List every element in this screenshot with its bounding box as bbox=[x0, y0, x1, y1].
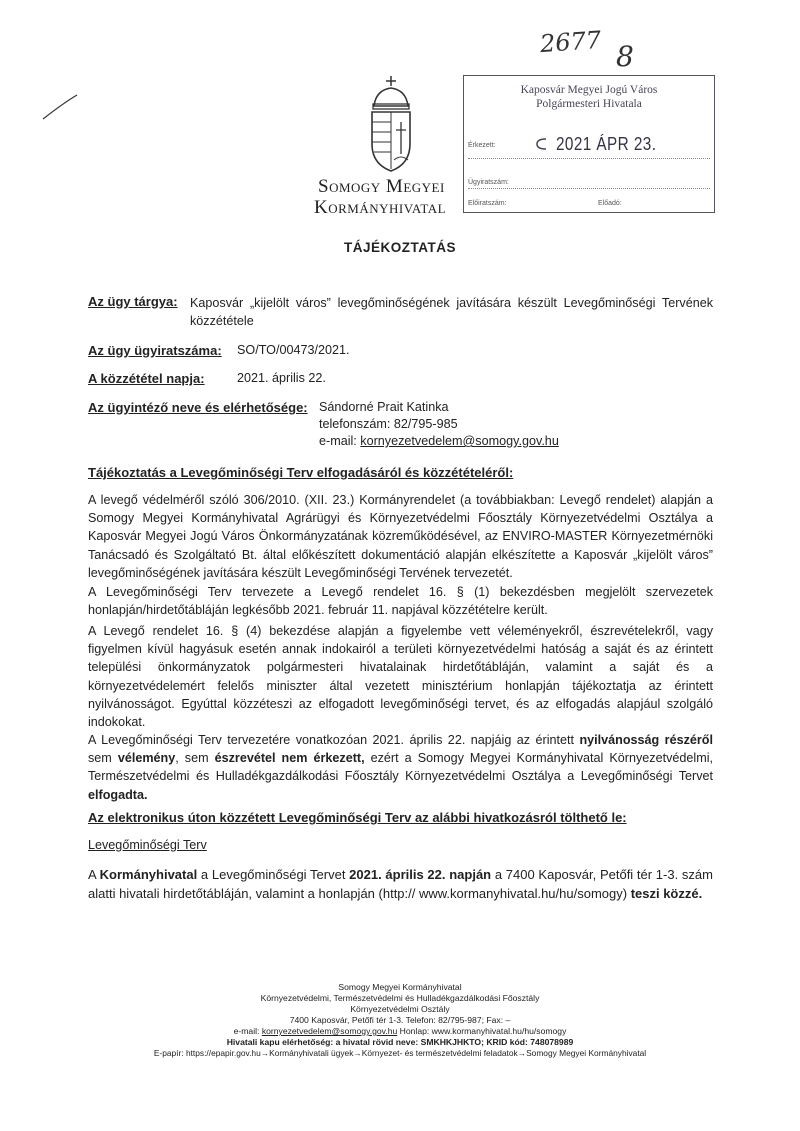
paragraph-4: A Levegőminőségi Terv tervezetére vonatkozóan 2021. április 22. napjáig az érintett nyilvánosság részéről sem vélemény, sem észrevétel nem érkezett, ezért a Somogy Megyei Kormányhivatal Környezetvédelmi, Természetvédelmi és Hulladékgazdálkodási Főosztály Környezetvédelmi Osztálya a Levegőminőségi Tervet elfogadta. bbox=[88, 733, 713, 802]
paragraph-3: A Levegő rendelet 16. § (4) bekezdése alapján a figyelembe vett véleményekről, észrevételekről, vagy figyelmen kívül hagyásuk esetén annak indokairól a területi környezetvédelmi hatóság a saját és az érintett települési önkormányzatok polgármesteri hivatalainak hirdetőtábláján, valamint a saját és a környezetvédelemért felelős miniszter által vezetett minisztérium honlapján tájékoztatja az érintett nyilvánosságot. Egyúttal közzéteszi az elfogadott levegőminőségi tervet, és az elfogadás alapjául szolgáló indokokat. bbox=[88, 624, 713, 730]
coat-of-arms-icon bbox=[366, 74, 416, 174]
file-number-value: SO/TO/00473/2021. bbox=[237, 343, 350, 357]
section-heading-download: Az elektronikus úton közzétett Levegőminőségi Terv az alábbi hivatkozásról tölthető le: bbox=[88, 810, 627, 825]
administrator-email-link[interactable]: kornyezetvedelem@somogy.gov.hu bbox=[360, 434, 559, 448]
footer-line-3: Környezetvédelmi Osztály bbox=[350, 1004, 450, 1014]
footer-email-link[interactable]: kornyezetvedelem@somogy.gov.hu bbox=[261, 1026, 398, 1036]
footer-line-4: 7400 Kaposvár, Petőfi tér 1-3. Telefon: 82/795-987; Fax: – bbox=[289, 1015, 511, 1025]
download-link[interactable]: Levegőminőségi Terv bbox=[88, 838, 207, 852]
subject-label: Az ügy tárgya: bbox=[88, 294, 178, 309]
section-heading-acceptance: Tájékoztatás a Levegőminőségi Terv elfogadásáról és közzétételéről: bbox=[88, 465, 514, 480]
header-org-line2: Kormányhivatal bbox=[314, 197, 447, 218]
footer-line-7: E-papír: https://epapir.gov.hu→Kormányhivatali ügyek→Környezet- és természetvédelmi feladatok→Somogy Megyei Kormányhivatal bbox=[153, 1048, 647, 1058]
publish-date-value: 2021. április 22. bbox=[237, 371, 326, 385]
file-number-label: Az ügy ügyiratszáma: bbox=[88, 343, 222, 358]
handwritten-mark: 8 bbox=[616, 40, 634, 73]
stamp-received-date: 2021 ÁPR 23. bbox=[556, 134, 657, 154]
footer-line-1: Somogy Megyei Kormányhivatal bbox=[338, 982, 462, 992]
publish-date-label: A közzététel napja: bbox=[88, 371, 205, 386]
paragraph-1: A levegő védelméről szóló 306/2010. (XII. 23.) Kormányrendelet (a továbbiakban: Levegő rendelet) alapján a Somogy Megyei Kormányhivatal Agrárügyi és Környezetvédelmi Főosztály Környezetvédelmi Osztálya a Kaposvár Megyei Jogú Város Önkormányzatának közreműködésével, az ENVIRO-MASTER Környezetmérnöki Tanácsadó és Szolgáltató Bt. által előkészített dokumentáció alapján elkészítette a Kaposvár „kijelölt város” levegőminőségének javítására készült Levegőminőségi Tervének tervezetét. bbox=[88, 493, 713, 580]
paragraph-5: A Kormányhivatal a Levegőminőségi Tervet 2021. április 22. napján a 7400 Kaposvár, Petőfi tér 1-3. szám alatti hivatali hirdetőtábláján, valamint a honlapján (http:// www.kormanyhivatal.hu/hu/somogy) teszi közzé. bbox=[88, 867, 713, 901]
document-title: TÁJÉKOZTATÁS bbox=[344, 240, 456, 255]
stamp-file-no-label: Ügyiratszám: bbox=[468, 179, 509, 186]
stamp-received-label: Érkezett: bbox=[468, 142, 496, 149]
received-stamp bbox=[463, 75, 715, 213]
stamp-pre-file-label: Előiratszám: bbox=[468, 200, 507, 207]
stamp-mark-icon bbox=[534, 136, 550, 152]
handwritten-note: 2677 bbox=[539, 25, 602, 59]
administrator-name: Sándorné Prait Katinka bbox=[319, 400, 449, 414]
administrator-email-row bbox=[319, 434, 559, 448]
paragraph-2: A Levegőminőségi Terv tervezete a Levegő rendelet 16. § (1) bekezdésben megjelölt szervezetek honlapján/hirdetőtábláján legkésőbb 2021. február 11. napjával közzétételre került. bbox=[88, 585, 713, 618]
footer-line-2: Környezetvédelmi, Természetvédelmi és Hulladékgazdálkodási Főosztály bbox=[260, 993, 540, 1003]
handwritten-stroke-icon bbox=[40, 92, 80, 122]
footer-line-6: Hivatali kapu elérhetőség: a hivatal rövid neve: SMKHKJHKTO; KRID kód: 748078989 bbox=[226, 1037, 574, 1047]
administrator-label: Az ügyintéző neve és elérhetősége: bbox=[88, 400, 308, 415]
header-org-line1: Somogy Megyei bbox=[318, 176, 445, 197]
administrator-phone: telefonszám: 82/795-985 bbox=[319, 417, 458, 431]
footer-line-5: e-mail: kornyezetvedelem@somogy.gov.hu Honlap: www.kormanyhivatal.hu/hu/somogy bbox=[233, 1026, 567, 1036]
stamp-org-line1: Kaposvár Megyei Jogú Város bbox=[520, 84, 658, 96]
administrator-email-prefix: e-mail: bbox=[319, 434, 361, 448]
stamp-officer-label: Előadó: bbox=[598, 200, 622, 207]
stamp-org-line2: Polgármesteri Hivatala bbox=[536, 98, 642, 110]
subject-value: Kaposvár „kijelölt város” levegőminőségének javítására készült Levegőminőségi Tervének közzététele bbox=[190, 296, 713, 328]
